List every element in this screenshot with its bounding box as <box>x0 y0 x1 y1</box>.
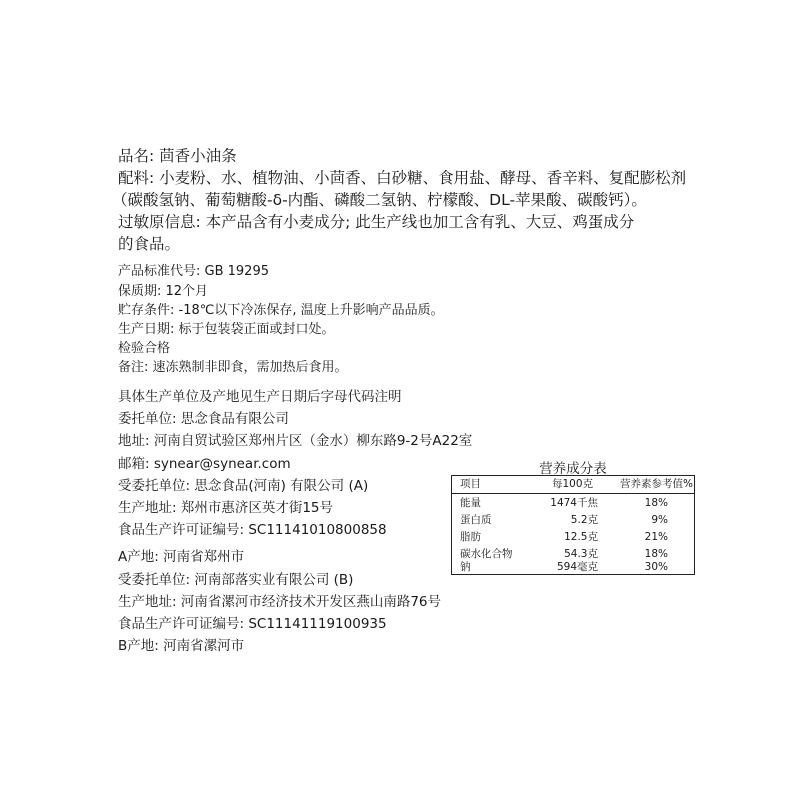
nutrient-amount: 54.3克 <box>564 548 598 560</box>
table-row <box>452 559 694 576</box>
nutrient-name: 能量 <box>460 497 481 509</box>
nutrient-name: 碳水化合物 <box>460 548 513 560</box>
entrusted-company-b: 受委托单位: 河南部落实业有限公司 (B) <box>118 572 354 588</box>
header-nrv: 营养素参考值% <box>620 478 693 490</box>
client-company: 委托单位: 思念食品有限公司 <box>118 411 289 427</box>
ingredients-text: 配料: 小麦粉、水、植物油、小茴香、白砂糖、食用盐、酵母、香辛料、复配膨松剂 <box>118 169 687 187</box>
allergen-info: 过敏原信息: 本产品含有小麦成分; 此生产线也加工含有乳、大豆、鸡蛋成分 <box>118 213 635 231</box>
contact-email: 邮箱: synear@synear.com <box>118 456 291 472</box>
nutrient-amount: 5.2克 <box>570 514 598 526</box>
allergen-info-continued: 的食品。 <box>118 235 181 253</box>
nutrient-name: 钠 <box>460 561 471 573</box>
nutrient-amount: 12.5克 <box>564 531 598 543</box>
nutrition-table <box>451 475 695 575</box>
product-name: 品名: 茴香小油条 <box>118 147 237 165</box>
nutrient-name: 脂肪 <box>460 531 481 543</box>
table-row <box>452 512 694 529</box>
nutrition-table-header <box>452 476 694 494</box>
production-address-b: 生产地址: 河南省漯河市经济技术开发区燕山南路76号 <box>118 594 442 610</box>
nutrition-table-title: 营养成分表 <box>539 461 607 477</box>
client-address: 地址: 河南自贸试验区郑州片区（金水）柳东路9-2号A22室 <box>118 433 473 449</box>
origin-b: B产地: 河南省漯河市 <box>118 638 245 654</box>
production-date: 生产日期: 标于包装袋正面或封口处。 <box>118 322 335 337</box>
inspection-status: 检验合格 <box>118 341 171 356</box>
product-standard: 产品标准代号: GB 19295 <box>118 264 269 279</box>
ingredients-text-continued: （碳酸氢钠、葡萄糖酸-δ-内酯、磷酸二氢钠、柠檬酸、DL-苹果酸、碳酸钙）。 <box>112 191 647 209</box>
nutrient-nrv: 30% <box>644 561 668 573</box>
remark: 备注: 速冻熟制非即食，需加热后食用。 <box>118 360 348 375</box>
nutrient-nrv: 9% <box>651 514 668 526</box>
origin-notice: 具体生产单位及产地见生产日期后字母代码注明 <box>118 389 402 405</box>
production-license-a: 食品生产许可证编号: SC11141010800858 <box>118 522 387 538</box>
nutrient-amount: 1474千焦 <box>550 497 598 509</box>
header-item: 项目 <box>460 478 481 490</box>
nutrient-nrv: 21% <box>644 531 668 543</box>
nutrient-name: 蛋白质 <box>460 514 492 526</box>
nutrient-amount: 594毫克 <box>556 561 598 573</box>
table-row <box>452 495 694 512</box>
header-per-100g: 每100克 <box>552 478 594 490</box>
shelf-life: 保质期: 12个月 <box>118 284 209 299</box>
nutrient-nrv: 18% <box>644 548 668 560</box>
storage-conditions: 贮存条件: -18℃以下冷冻保存, 温度上升影响产品品质。 <box>118 303 444 318</box>
nutrient-nrv: 18% <box>644 497 668 509</box>
origin-a: A产地: 河南省郑州市 <box>118 549 245 565</box>
entrusted-company-a: 受委托单位: 思念食品(河南) 有限公司 (A) <box>118 478 369 494</box>
production-license-b: 食品生产许可证编号: SC11141119100935 <box>118 616 387 632</box>
table-row <box>452 529 694 546</box>
production-address-a: 生产地址: 郑州市惠济区英才街15号 <box>118 500 334 516</box>
